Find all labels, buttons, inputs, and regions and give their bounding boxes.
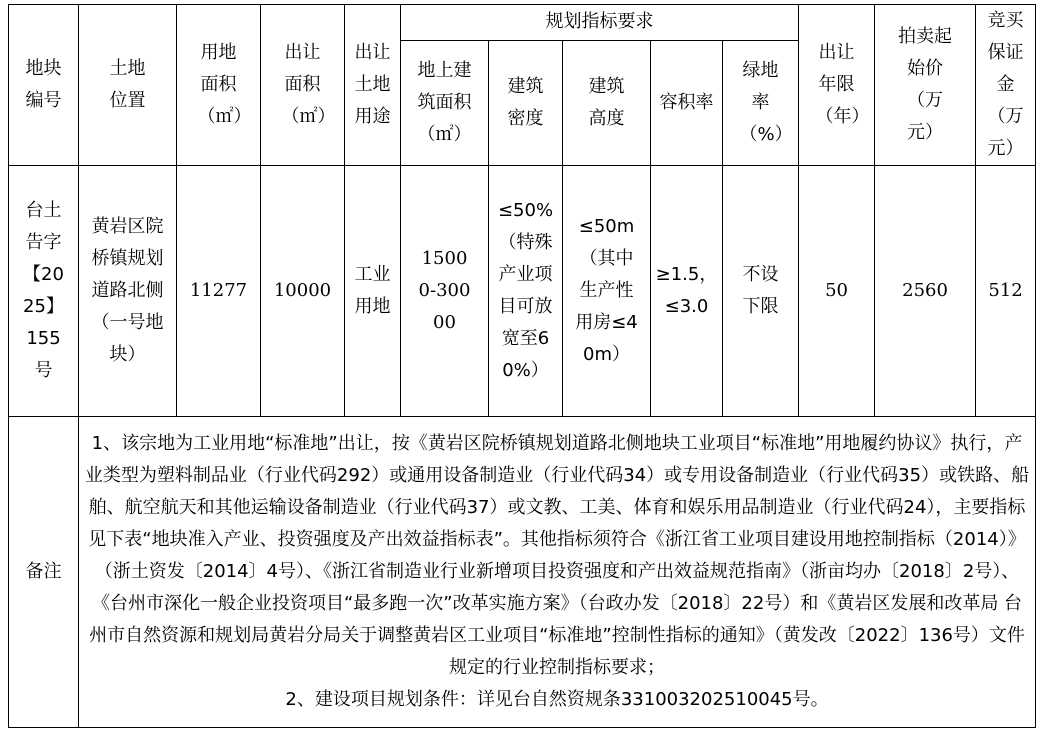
remark-item-1: 1、该宗地为工业用地“标准地”出让，按《黄岩区院桥镇规划道路北侧地块工业项目“标准地”用地履约协议》执行，产业类型为塑料制品业（行业代码292）或通用设备制造业（行业代码34）或专用设备制造业（行业代码35）或铁路、船舶、航空航天和其他运输设备制造业（行业代码37）或文教、工美、体育和娱乐用品制造业（行业代码24），主要指标见下表“地块准入产业、投资强度及产出效益指标表”。其他指标须符合《浙江省工业项目建设用地控制指标（2014）》（浙土资发〔2014〕4号）、《浙江省制造业行业新增项目投资强度和产出效益规范指南》（浙亩均办〔2018〕2号）、《台州市深化一般企业投资项目“最多跑一次”改革实施方案》（台政办发〔2018〕22号）和《黄岩区发展和改革局 台州市自然资源和规划局黄岩分局关于调整黄岩区工业项目“标准地”控制性指标的通知》（黄发改〔2022〕136号）文件规定的行业控制指标要求； xyxy=(84,433,1030,678)
cell-height: ≤50m（其中生产性用房≤40m） xyxy=(563,166,651,417)
cell-green-rate: 不设下限 xyxy=(723,166,799,417)
remark-item-2: 2、建设项目规划条件：详见台自然资规条331003202510045号。 xyxy=(285,689,829,710)
header-parcel-no: 地块编号 xyxy=(9,5,79,166)
header-start-price: 拍卖起始价（万元） xyxy=(875,5,976,166)
remarks-row xyxy=(9,417,1036,728)
header-floor-area: 地上建筑面积（㎡） xyxy=(401,40,489,165)
cell-parcel-no: 台土告字【2025】155号 xyxy=(9,166,79,417)
cell-land-area: 11277 xyxy=(177,166,261,417)
header-land-use: 出让土地用途 xyxy=(345,5,401,166)
remarks-label: 备注 xyxy=(9,417,79,728)
header-density: 建筑密度 xyxy=(489,40,563,165)
cell-floor-area: 15000-30000 xyxy=(401,166,489,417)
remarks-content xyxy=(79,417,1036,728)
land-auction-table xyxy=(8,4,1036,728)
cell-location: 黄岩区院桥镇规划道路北侧（一号地块） xyxy=(79,166,177,417)
cell-far: ≥1.5，≤3.0 xyxy=(651,166,723,417)
cell-density: ≤50%（特殊产业项目可放宽至60%） xyxy=(489,166,563,417)
header-location: 土地位置 xyxy=(79,5,177,166)
cell-deposit: 512 xyxy=(976,166,1036,417)
header-land-area: 用地面积（㎡） xyxy=(177,5,261,166)
header-height: 建筑高度 xyxy=(563,40,651,165)
header-planning-group: 规划指标要求 xyxy=(401,5,799,41)
data-row xyxy=(9,166,1036,417)
header-term: 出让年限（年） xyxy=(799,5,875,166)
cell-term: 50 xyxy=(799,166,875,417)
header-transfer-area: 出让面积（㎡） xyxy=(261,5,345,166)
header-deposit: 竞买保证金（万元） xyxy=(976,5,1036,166)
header-far: 容积率 xyxy=(651,40,723,165)
cell-land-use: 工业用地 xyxy=(345,166,401,417)
header-green-rate: 绿地率（%） xyxy=(723,40,799,165)
cell-start-price: 2560 xyxy=(875,166,976,417)
cell-transfer-area: 10000 xyxy=(261,166,345,417)
header-row-1 xyxy=(9,5,1036,41)
